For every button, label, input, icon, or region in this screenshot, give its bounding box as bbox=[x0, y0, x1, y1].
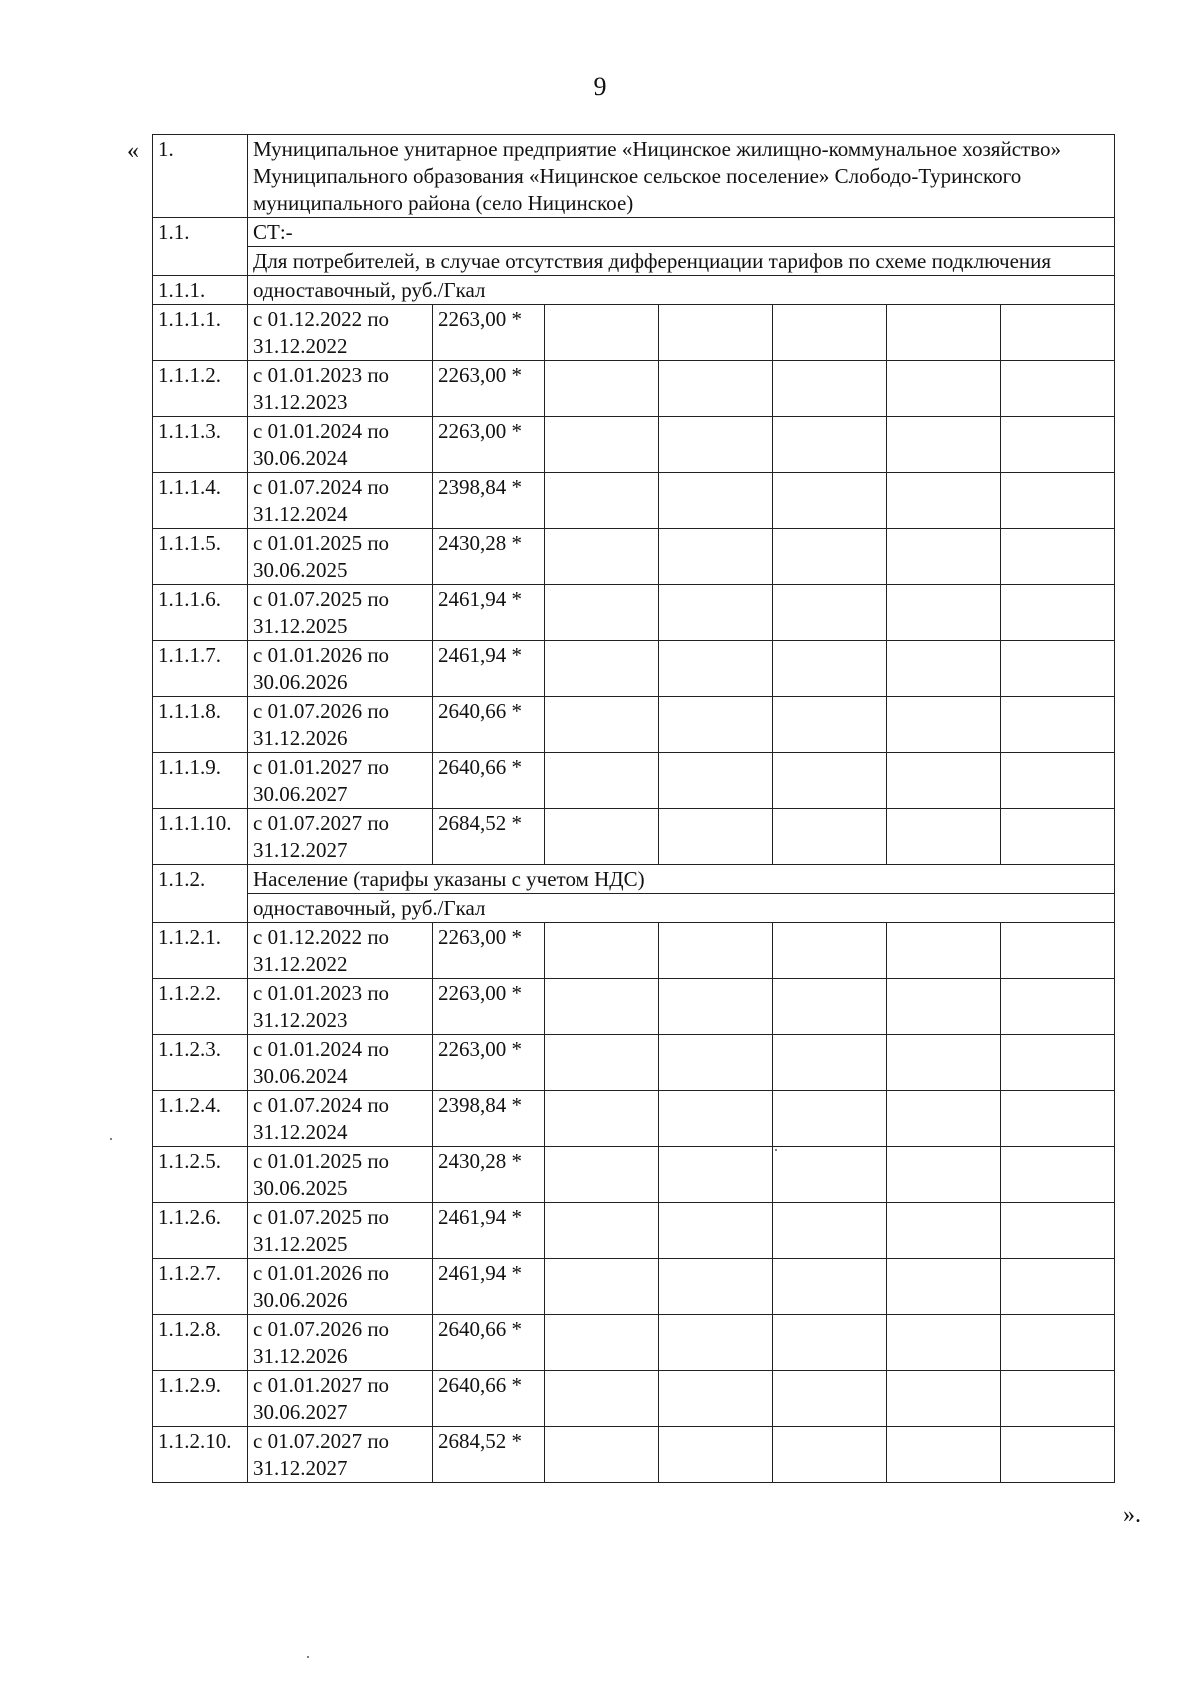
empty-cell bbox=[659, 417, 773, 473]
closing-quote: ». bbox=[1123, 1502, 1141, 1528]
empty-cell bbox=[659, 1147, 773, 1203]
empty-cell bbox=[545, 361, 659, 417]
row-number: 1.1.1.5. bbox=[153, 529, 248, 585]
tariff-value-cell: 2461,94 * bbox=[433, 1203, 545, 1259]
table-row bbox=[153, 305, 1115, 361]
table-row bbox=[153, 753, 1115, 809]
empty-cell bbox=[887, 305, 1001, 361]
empty-cell bbox=[545, 753, 659, 809]
empty-cell bbox=[887, 753, 1001, 809]
empty-cell bbox=[887, 1427, 1001, 1483]
table-row bbox=[153, 1427, 1115, 1483]
empty-cell bbox=[773, 417, 887, 473]
period-cell: с 01.01.2025 по 30.06.2025 bbox=[248, 529, 433, 585]
empty-cell bbox=[887, 1371, 1001, 1427]
empty-cell bbox=[1001, 1035, 1115, 1091]
row-number: 1.1.2. bbox=[153, 865, 248, 923]
empty-cell bbox=[1001, 697, 1115, 753]
row-number: 1.1.2.7. bbox=[153, 1259, 248, 1315]
period-cell: с 01.07.2025 по 31.12.2025 bbox=[248, 1203, 433, 1259]
period-cell: с 01.01.2026 по 30.06.2026 bbox=[248, 641, 433, 697]
table-row bbox=[153, 473, 1115, 529]
period-cell: с 01.12.2022 по 31.12.2022 bbox=[248, 923, 433, 979]
empty-cell bbox=[545, 1371, 659, 1427]
empty-cell bbox=[545, 417, 659, 473]
ct-label: СТ:- bbox=[248, 218, 1115, 247]
period-cell: с 01.01.2027 по 30.06.2027 bbox=[248, 753, 433, 809]
row-number: 1.1. bbox=[153, 218, 248, 276]
period-cell: с 01.01.2026 по 30.06.2026 bbox=[248, 1259, 433, 1315]
empty-cell bbox=[887, 417, 1001, 473]
empty-cell bbox=[545, 529, 659, 585]
tariff-value-cell: 2640,66 * bbox=[433, 753, 545, 809]
empty-cell bbox=[659, 585, 773, 641]
empty-cell bbox=[887, 979, 1001, 1035]
empty-cell bbox=[1001, 979, 1115, 1035]
empty-cell bbox=[545, 1259, 659, 1315]
tariff-value-cell: 2430,28 * bbox=[433, 529, 545, 585]
period-cell: с 01.12.2022 по 31.12.2022 bbox=[248, 305, 433, 361]
table-row bbox=[153, 1091, 1115, 1147]
table-row bbox=[153, 979, 1115, 1035]
opening-quote: « bbox=[127, 138, 139, 164]
empty-cell bbox=[773, 305, 887, 361]
tariff-value-cell: 2263,00 * bbox=[433, 361, 545, 417]
empty-cell bbox=[659, 473, 773, 529]
period-cell: с 01.07.2025 по 31.12.2025 bbox=[248, 585, 433, 641]
table-row bbox=[153, 923, 1115, 979]
empty-cell bbox=[773, 1147, 887, 1203]
empty-cell bbox=[545, 641, 659, 697]
empty-cell bbox=[887, 473, 1001, 529]
row-number: 1.1.2.9. bbox=[153, 1371, 248, 1427]
empty-cell bbox=[1001, 809, 1115, 865]
empty-cell bbox=[545, 1315, 659, 1371]
tariff-value-cell: 2398,84 * bbox=[433, 1091, 545, 1147]
empty-cell bbox=[659, 1315, 773, 1371]
tariff-value-cell: 2263,00 * bbox=[433, 979, 545, 1035]
empty-cell bbox=[1001, 473, 1115, 529]
empty-cell bbox=[659, 1259, 773, 1315]
empty-cell bbox=[1001, 923, 1115, 979]
tariff-value-cell: 2640,66 * bbox=[433, 1371, 545, 1427]
tariff-value-cell: 2430,28 * bbox=[433, 1147, 545, 1203]
tariff-value-cell: 2684,52 * bbox=[433, 1427, 545, 1483]
empty-cell bbox=[773, 753, 887, 809]
empty-cell bbox=[545, 809, 659, 865]
empty-cell bbox=[1001, 585, 1115, 641]
tariff-value-cell: 2461,94 * bbox=[433, 1259, 545, 1315]
rate-label: одноставочный, руб./Гкал bbox=[248, 276, 1115, 305]
empty-cell bbox=[773, 809, 887, 865]
period-cell: с 01.07.2027 по 31.12.2027 bbox=[248, 1427, 433, 1483]
table-row bbox=[153, 361, 1115, 417]
row-number: 1.1.2.8. bbox=[153, 1315, 248, 1371]
population-label: Население (тарифы указаны с учетом НДС) bbox=[248, 865, 1115, 894]
period-cell: с 01.07.2027 по 31.12.2027 bbox=[248, 809, 433, 865]
empty-cell bbox=[659, 641, 773, 697]
empty-cell bbox=[773, 1315, 887, 1371]
group-2-rate-row bbox=[153, 894, 1115, 923]
empty-cell bbox=[887, 809, 1001, 865]
empty-cell bbox=[659, 1371, 773, 1427]
empty-cell bbox=[545, 1035, 659, 1091]
empty-cell bbox=[1001, 753, 1115, 809]
row-number: 1.1.1.4. bbox=[153, 473, 248, 529]
scan-speck bbox=[307, 1656, 309, 1658]
empty-cell bbox=[773, 697, 887, 753]
table-row bbox=[153, 417, 1115, 473]
empty-cell bbox=[773, 1091, 887, 1147]
empty-cell bbox=[659, 809, 773, 865]
empty-cell bbox=[773, 641, 887, 697]
organization-name: Муниципальное унитарное предприятие «Ницинское жилищно-коммунальное хозяйство» Муниципального образования «Ницинское сельское поселение» Слободо-Туринского муниципального района (село Ницинское) bbox=[248, 135, 1115, 218]
empty-cell bbox=[1001, 417, 1115, 473]
empty-cell bbox=[659, 1427, 773, 1483]
rate-label: одноставочный, руб./Гкал bbox=[248, 894, 1115, 923]
row-number: 1.1.1.2. bbox=[153, 361, 248, 417]
row-number: 1.1.2.5. bbox=[153, 1147, 248, 1203]
empty-cell bbox=[659, 753, 773, 809]
empty-cell bbox=[1001, 1371, 1115, 1427]
empty-cell bbox=[887, 361, 1001, 417]
row-number: 1.1.1.3. bbox=[153, 417, 248, 473]
row-number: 1.1.1.9. bbox=[153, 753, 248, 809]
period-cell: с 01.07.2026 по 31.12.2026 bbox=[248, 697, 433, 753]
empty-cell bbox=[887, 529, 1001, 585]
row-number: 1.1.1. bbox=[153, 276, 248, 305]
empty-cell bbox=[659, 923, 773, 979]
tariff-value-cell: 2640,66 * bbox=[433, 697, 545, 753]
empty-cell bbox=[1001, 1427, 1115, 1483]
row-number: 1.1.1.1. bbox=[153, 305, 248, 361]
table-row bbox=[153, 697, 1115, 753]
row-number: 1.1.1.8. bbox=[153, 697, 248, 753]
row-number: 1.1.1.6. bbox=[153, 585, 248, 641]
empty-cell bbox=[887, 1091, 1001, 1147]
tariff-value-cell: 2263,00 * bbox=[433, 923, 545, 979]
table-row bbox=[153, 641, 1115, 697]
empty-cell bbox=[887, 923, 1001, 979]
empty-cell bbox=[887, 585, 1001, 641]
empty-cell bbox=[659, 305, 773, 361]
ct-row bbox=[153, 218, 1115, 247]
empty-cell bbox=[659, 1091, 773, 1147]
empty-cell bbox=[887, 1147, 1001, 1203]
empty-cell bbox=[773, 1371, 887, 1427]
empty-cell bbox=[545, 473, 659, 529]
row-number: 1.1.2.1. bbox=[153, 923, 248, 979]
tariff-value-cell: 2263,00 * bbox=[433, 1035, 545, 1091]
period-cell: с 01.01.2023 по 31.12.2023 bbox=[248, 979, 433, 1035]
period-cell: с 01.07.2024 по 31.12.2024 bbox=[248, 473, 433, 529]
empty-cell bbox=[773, 923, 887, 979]
period-cell: с 01.01.2025 по 30.06.2025 bbox=[248, 1147, 433, 1203]
empty-cell bbox=[545, 305, 659, 361]
empty-cell bbox=[545, 1091, 659, 1147]
empty-cell bbox=[1001, 641, 1115, 697]
row-number: 1.1.2.6. bbox=[153, 1203, 248, 1259]
table-row bbox=[153, 585, 1115, 641]
empty-cell bbox=[887, 697, 1001, 753]
table-row bbox=[153, 529, 1115, 585]
empty-cell bbox=[1001, 1203, 1115, 1259]
empty-cell bbox=[1001, 529, 1115, 585]
tariff-value-cell: 2461,94 * bbox=[433, 641, 545, 697]
table-row bbox=[153, 1371, 1115, 1427]
empty-cell bbox=[773, 1259, 887, 1315]
table-row bbox=[153, 1259, 1115, 1315]
empty-cell bbox=[773, 1035, 887, 1091]
period-cell: с 01.01.2027 по 30.06.2027 bbox=[248, 1371, 433, 1427]
empty-cell bbox=[545, 923, 659, 979]
row-number: 1.1.1.7. bbox=[153, 641, 248, 697]
row-number: 1.1.2.10. bbox=[153, 1427, 248, 1483]
period-cell: с 01.01.2024 по 30.06.2024 bbox=[248, 417, 433, 473]
consumers-row bbox=[153, 247, 1115, 276]
row-number: 1.1.1.10. bbox=[153, 809, 248, 865]
empty-cell bbox=[1001, 1315, 1115, 1371]
tariff-value-cell: 2640,66 * bbox=[433, 1315, 545, 1371]
empty-cell bbox=[545, 1147, 659, 1203]
empty-cell bbox=[773, 585, 887, 641]
empty-cell bbox=[773, 1203, 887, 1259]
empty-cell bbox=[887, 1203, 1001, 1259]
empty-cell bbox=[1001, 1259, 1115, 1315]
empty-cell bbox=[773, 361, 887, 417]
scan-speck bbox=[110, 1138, 112, 1140]
empty-cell bbox=[773, 1427, 887, 1483]
empty-cell bbox=[1001, 305, 1115, 361]
empty-cell bbox=[659, 1203, 773, 1259]
empty-cell bbox=[545, 697, 659, 753]
consumers-label: Для потребителей, в случае отсутствия дифференциации тарифов по схеме подключения bbox=[248, 247, 1115, 276]
tariff-value-cell: 2461,94 * bbox=[433, 585, 545, 641]
tariff-value-cell: 2398,84 * bbox=[433, 473, 545, 529]
period-cell: с 01.07.2026 по 31.12.2026 bbox=[248, 1315, 433, 1371]
empty-cell bbox=[773, 529, 887, 585]
empty-cell bbox=[773, 979, 887, 1035]
table-row bbox=[153, 809, 1115, 865]
table-row bbox=[153, 1315, 1115, 1371]
empty-cell bbox=[545, 585, 659, 641]
empty-cell bbox=[773, 473, 887, 529]
row-number: 1. bbox=[153, 135, 248, 218]
empty-cell bbox=[887, 641, 1001, 697]
period-cell: с 01.01.2024 по 30.06.2024 bbox=[248, 1035, 433, 1091]
scan-speck bbox=[775, 1149, 777, 1151]
empty-cell bbox=[887, 1035, 1001, 1091]
empty-cell bbox=[659, 529, 773, 585]
tariff-value-cell: 2684,52 * bbox=[433, 809, 545, 865]
empty-cell bbox=[659, 361, 773, 417]
table-row bbox=[153, 1035, 1115, 1091]
empty-cell bbox=[659, 979, 773, 1035]
tariff-value-cell: 2263,00 * bbox=[433, 417, 545, 473]
row-number: 1.1.2.4. bbox=[153, 1091, 248, 1147]
group-1-header bbox=[153, 276, 1115, 305]
period-cell: с 01.01.2023 по 31.12.2023 bbox=[248, 361, 433, 417]
row-number: 1.1.2.2. bbox=[153, 979, 248, 1035]
row-number: 1.1.2.3. bbox=[153, 1035, 248, 1091]
empty-cell bbox=[545, 1203, 659, 1259]
period-cell: с 01.07.2024 по 31.12.2024 bbox=[248, 1091, 433, 1147]
page-number: 9 bbox=[593, 72, 607, 101]
table-row bbox=[153, 1147, 1115, 1203]
empty-cell bbox=[659, 1035, 773, 1091]
empty-cell bbox=[1001, 1147, 1115, 1203]
group-2-header bbox=[153, 865, 1115, 894]
empty-cell bbox=[887, 1315, 1001, 1371]
empty-cell bbox=[1001, 1091, 1115, 1147]
tariff-value-cell: 2263,00 * bbox=[433, 305, 545, 361]
empty-cell bbox=[545, 979, 659, 1035]
table-row bbox=[153, 1203, 1115, 1259]
tariff-table-body bbox=[153, 135, 1115, 1483]
organization-row bbox=[153, 135, 1115, 218]
empty-cell bbox=[545, 1427, 659, 1483]
empty-cell bbox=[659, 697, 773, 753]
tariff-table bbox=[152, 134, 1115, 1483]
empty-cell bbox=[887, 1259, 1001, 1315]
empty-cell bbox=[1001, 361, 1115, 417]
